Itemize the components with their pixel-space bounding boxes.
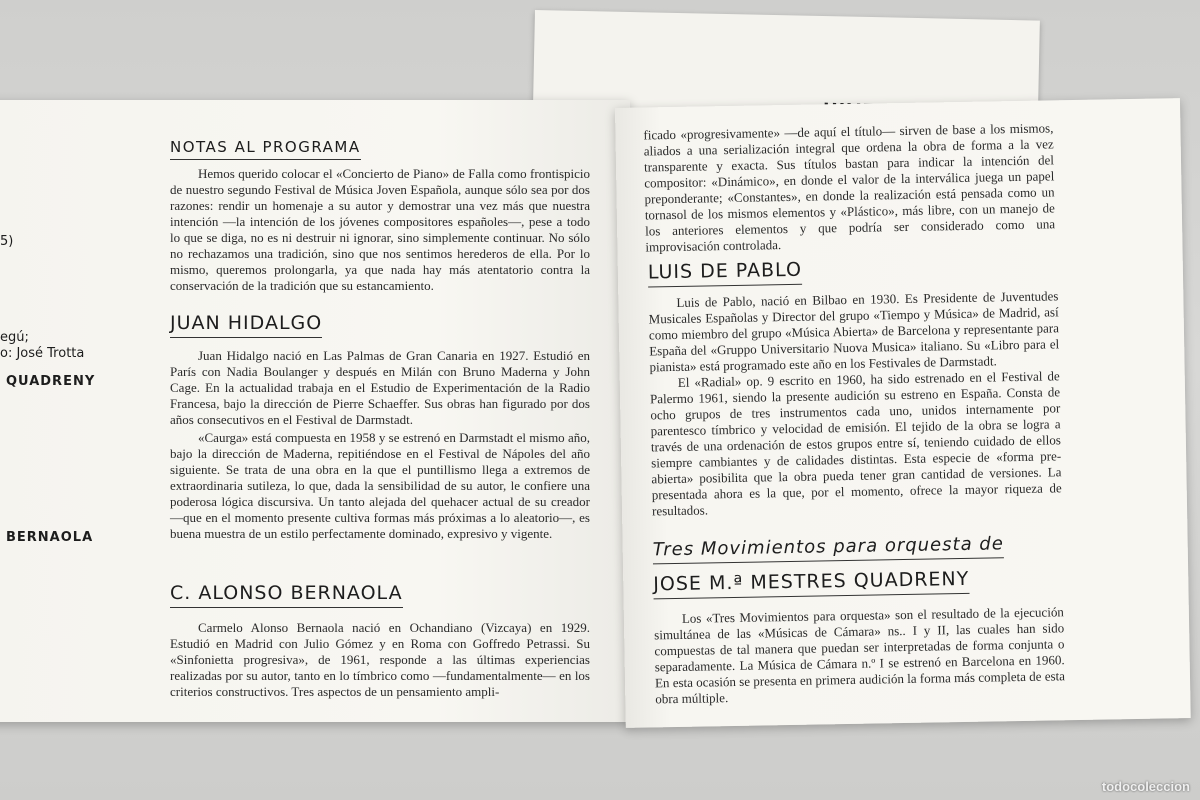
left-edge-fragment: 5) <box>0 234 14 249</box>
bernaola-text: Carmelo Alonso Bernaola nació en Ochandiano (Vizcaya) en 1929. Estudió en Madrid con Julio Gómez y en Roma con Goffredo Petrassi. Su «Sinfonietta progresiva», de 1961, responde a las últimas experiencias realizadas por su autor, tanto en lo tímbrico como —fundamentalmente— en los criterios constructivos. Tres aspectos de un pensamiento ampli- <box>170 620 590 699</box>
pablo-text: Luis de Pablo, nació en Bilbao en 1930. Es Presidente de Juventudes Musicales Españolas y Director del grupo «Tiempo y Música» de Madrid, así como miembro del grupo «Música Abierta» de Barcelona y representante para España del «Gruppo Universitario Nuova Musica» italiano. Su «Libro para el pianista» está programado este año en los Festivales de Darmstadt. <box>648 288 1060 375</box>
watermark: todocoleccion <box>1101 779 1190 794</box>
pablo-heading: LUIS DE PABLO <box>648 259 802 288</box>
continuation-text: ficado «progresivamente» —de aquí el título— sirven de base a los mismos, aliados a una serialización integral que ordena la obra de forma a la vez transparente y exacta. Sus títulos bastan para indicar la intención del compositor: «Dinámico», en donde el valor de la interválica juega un papel preponderante; «Constantes», en donde la realización está pensada como un tornasol de los mismos elementos y «Plástico», más libre, con un manejo de los anteriores elementos y que podría ser considerado como una improvisación controlada. <box>643 120 1056 255</box>
pablo-text: El «Radial» op. 9 escrito en 1960, ha sido estrenado en el Festival de Palermo 1961, siendo la presente audición su estreno en España. Consta de ocho grupos de tres instrumentos cada uno, unidos internamente por parentesco tímbrico y velocidad de emisión. El tejido de la obra se logra a través de una ordenación de estos grupos entre sí, teniendo cuidado de ellos siempre cambiantes y de calidades distintas. Esta especie de «forma pre-abierta» posibilita que la obra pueda tener gran cantidad de versiones. La presentada ahora es la que, por el momento, ofrece la mayor riqueza de resultados. <box>649 368 1062 519</box>
mestres-heading: JOSE M.ª MESTRES QUADRENY <box>653 568 969 600</box>
mestres-heading: Tres Movimientos para orquesta de <box>653 533 1005 564</box>
notas-text: Hemos querido colocar el «Concierto de Piano» de Falla como frontispicio de nuestro segundo Festival de Música Joven Española, aunque sólo sea por dos razones: rendir un homenaje a su autor y demostrar una vez más que nuestra intención —la intención de los jóvenes compositores españoles—, pese a todo lo que se diga, no es ni destruir ni ignorar, sino simplemente continuar. No sólo no rechazamos una tradición, sino que nos sentimos herederos de ella. Por lo mismo, queremos prolongarla, ya que nada hay más atentatorio contra la conservación de la tradición que su estancamiento. <box>170 166 590 293</box>
left-edge-fragment: BERNAOLA <box>6 530 94 545</box>
bernaola-heading: C. ALONSO BERNAOLA <box>170 582 403 608</box>
mestres-text: Los «Tres Movimientos para orquesta» son el resultado de la ejecución simultánea de las «Músicas de Cámara» ns.. I y II, las cuales han sido compuestas de tal manera que puedan ser interpretadas de forma conjunta o separadamente. La Música de Cámara n.º I se estrenó en Barcelona en 1960. En esta ocasión se presenta en primera audición la forma más completa de esta obra múltiple. <box>654 604 1066 707</box>
right-page <box>615 98 1191 728</box>
left-edge-fragment: o: José Trotta <box>0 346 85 361</box>
left-page <box>0 100 630 722</box>
hidalgo-heading: JUAN HIDALGO <box>170 312 322 338</box>
hidalgo-text: «Caurga» está compuesta en 1958 y se estrenó en Darmstadt el mismo año, bajo la dirección de Maderna, repitiéndose en el Festival de Nápoles del año siguiente. Se trata de una obra en la que el puntillismo llega a extremos de extraordinaria sutileza, lo que, dada la sensibilidad de su autor, le confiere una poderosa lógica discursiva. Un tanto alejada del quehacer actual de su creador —que en el momento presente cultiva formas más próximas a lo aleatorio—, es buena muestra de un estilo perfectamente dominado, expresivo y vigente. <box>170 430 590 541</box>
hidalgo-text: Juan Hidalgo nació en Las Palmas de Gran Canaria en 1927. Estudió en París con Nadia Boulanger y después en Milán con Bruno Maderna y John Cage. En la actualidad trabaja en el Estudio de Experimentación de la Radio Francesa, bajo la dirección de Pierre Schaeffer. Sus obras han figurado por dos años consecutivos en el Festival de Darmstadt. <box>170 348 590 427</box>
left-edge-fragment: egú; <box>0 330 29 345</box>
notas-heading: NOTAS AL PROGRAMA <box>170 138 361 160</box>
left-edge-fragment: QUADRENY <box>6 374 96 389</box>
